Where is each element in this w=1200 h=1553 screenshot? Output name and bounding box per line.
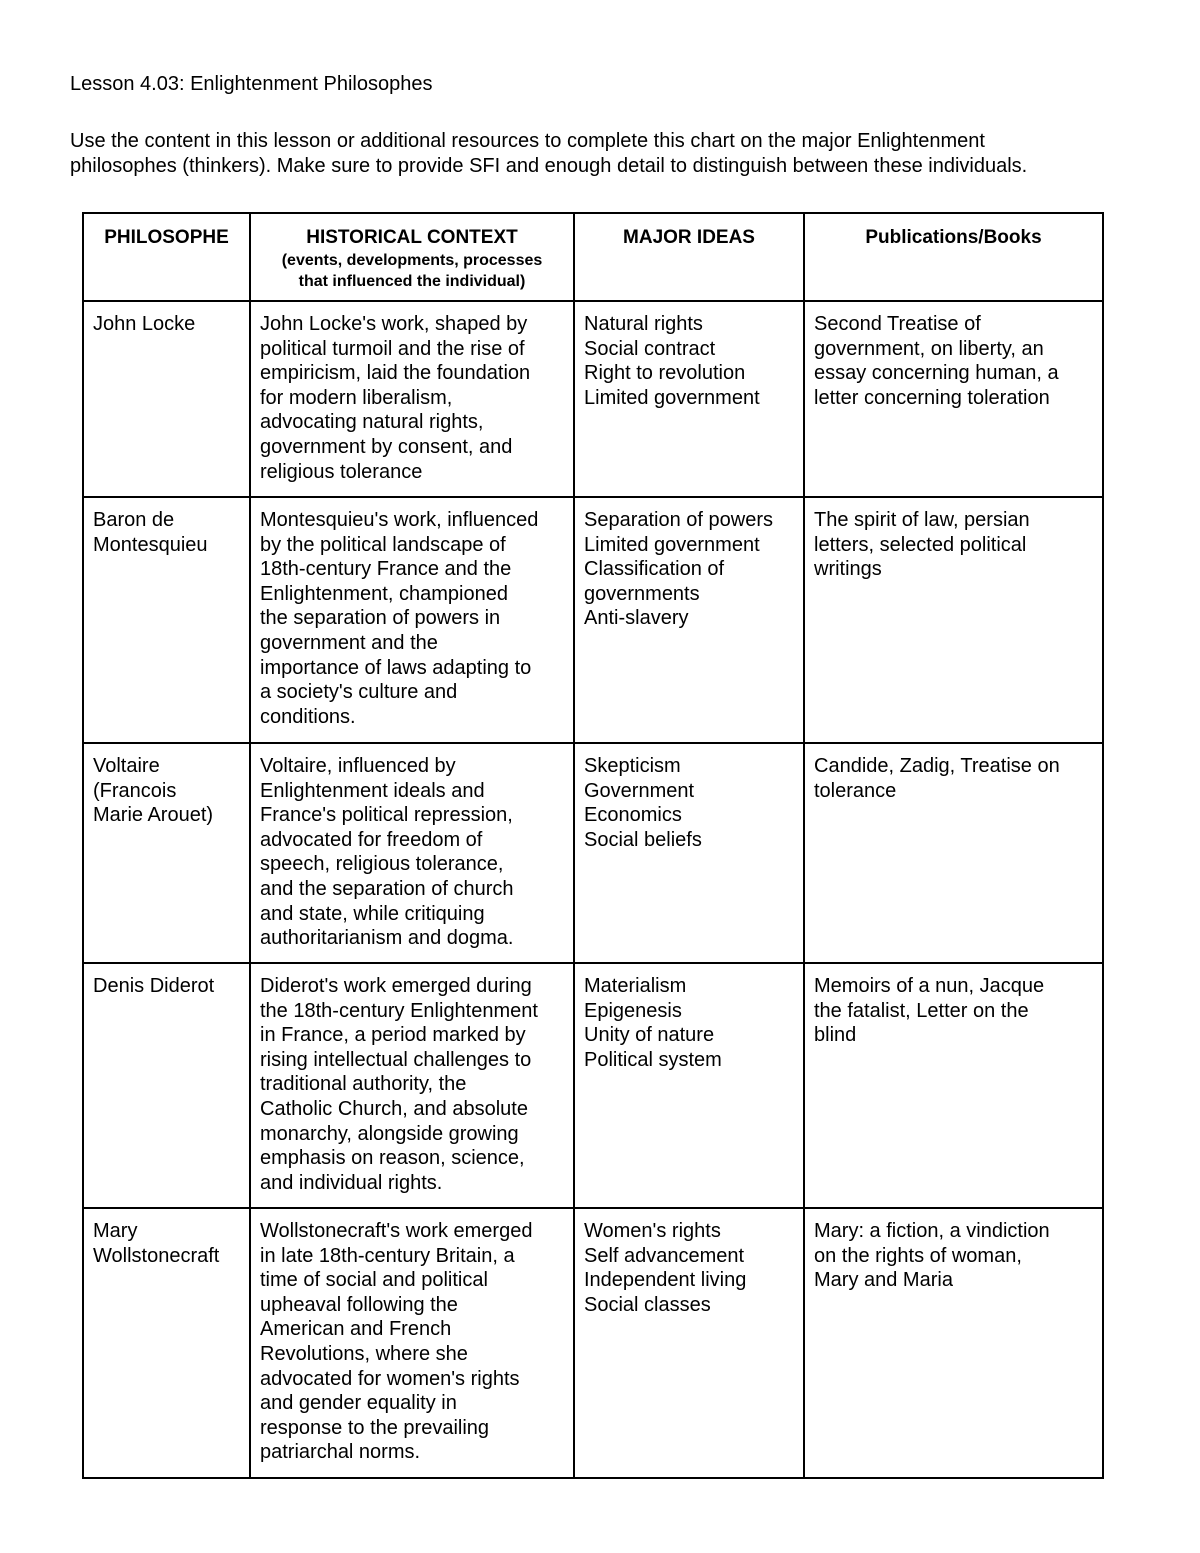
cell-line: John Locke's work, shaped by (260, 313, 528, 335)
table-row (83, 1208, 1103, 1478)
cell-line: Wollstonecraft (93, 1244, 220, 1267)
table-row (83, 301, 1103, 497)
cell-line: Classification of (584, 558, 725, 581)
cell-line: Social beliefs (584, 828, 702, 851)
cell-line: authoritarianism and dogma. (260, 927, 514, 950)
cell-line: political turmoil and the rise of (260, 337, 525, 360)
philosophe-cell (83, 497, 250, 743)
historical-context-cell (250, 301, 574, 497)
cell-line: Wollstonecraft's work emerged (260, 1220, 533, 1242)
publications-cell (804, 497, 1103, 743)
historical-context-cell (250, 1208, 574, 1478)
cell-line: time of social and political (260, 1269, 488, 1292)
cell-line: Marie Arouet) (93, 804, 214, 827)
cell-line: governments (584, 582, 700, 605)
cell-line: advocated for women's rights (260, 1367, 520, 1390)
cell-line: Voltaire (93, 755, 160, 777)
table-row (83, 497, 1103, 743)
cell-line: government, on liberty, an (814, 337, 1044, 360)
cell-line: Social classes (584, 1293, 711, 1316)
cell-line: Diderot's work emerged during (260, 975, 532, 997)
cell-line: letters, selected political (814, 533, 1027, 556)
cell-line: 18th-century France and the (260, 558, 512, 581)
cell-line: Montesquieu (93, 533, 208, 556)
philosophe-cell (83, 963, 250, 1208)
header-philosophe: PHILOSOPHE (83, 213, 250, 301)
cell-line: Unity of nature (584, 1024, 715, 1047)
historical-context-cell (250, 743, 574, 963)
cell-line: traditional authority, the (260, 1073, 467, 1096)
cell-line: (Francois (93, 779, 177, 802)
instructions-line-2: philosophes (thinkers). Make sure to provide SFI and enough detail to distinguish between these individuals. (70, 155, 1028, 177)
cell-line: John Locke (93, 313, 196, 335)
cell-line: Right to revolution (584, 362, 746, 385)
historical-context-cell (250, 963, 574, 1208)
chart-body (83, 301, 1103, 1478)
major-ideas-cell (574, 301, 804, 497)
cell-line: Self advancement (584, 1244, 745, 1267)
cell-line: speech, religious tolerance, (260, 853, 504, 876)
cell-line: Baron de (93, 509, 175, 531)
cell-line: and the separation of church (260, 877, 514, 900)
cell-line: Enlightenment, championed (260, 582, 508, 605)
cell-line: government by consent, and (260, 435, 513, 458)
cell-line: advocating natural rights, (260, 411, 484, 434)
philosophes-chart (82, 212, 1104, 1479)
cell-line: Anti-slavery (584, 607, 689, 630)
cell-line: Epigenesis (584, 999, 682, 1022)
cell-line: Mary and Maria (814, 1269, 953, 1292)
cell-line: Political system (584, 1048, 722, 1071)
header-major-ideas: MAJOR IDEAS (574, 213, 804, 301)
cell-line: Independent living (584, 1269, 747, 1292)
cell-line: Limited government (584, 533, 760, 556)
cell-line: Voltaire, influenced by (260, 755, 456, 777)
cell-line: Economics (584, 804, 682, 827)
cell-line: importance of laws adapting to (260, 656, 532, 679)
cell-line: upheaval following the (260, 1293, 458, 1316)
cell-line: response to the prevailing (260, 1416, 490, 1439)
cell-line: patriarchal norms. (260, 1441, 421, 1464)
header-historical-context: HISTORICAL CONTEXT (events, developments, processes that influenced the individual) (250, 213, 574, 301)
cell-line: on the rights of woman, (814, 1244, 1022, 1267)
cell-line: Second Treatise of (814, 313, 981, 335)
cell-line: Government (584, 779, 695, 802)
cell-line: advocated for freedom of (260, 828, 483, 851)
cell-line: emphasis on reason, science, (260, 1147, 525, 1170)
publications-cell (804, 743, 1103, 963)
cell-line: rising intellectual challenges to (260, 1048, 532, 1071)
cell-line: religious tolerance (260, 460, 423, 483)
table-row (83, 963, 1103, 1208)
major-ideas-cell (574, 963, 804, 1208)
philosophe-cell (83, 301, 250, 497)
cell-line: the separation of powers in (260, 607, 501, 630)
publications-cell (804, 963, 1103, 1208)
cell-line: writings (814, 558, 882, 581)
cell-line: Candide, Zadig, Treatise on (814, 755, 1060, 777)
cell-line: blind (814, 1024, 857, 1047)
cell-line: Social contract (584, 337, 716, 360)
cell-line: Enlightenment ideals and (260, 779, 485, 802)
cell-line: in France, a period marked by (260, 1024, 526, 1047)
historical-context-cell (250, 497, 574, 743)
cell-line: letter concerning toleration (814, 386, 1050, 409)
cell-line: government and the (260, 631, 438, 654)
major-ideas-cell (574, 1208, 804, 1478)
publications-cell (804, 301, 1103, 497)
cell-line: Skepticism (584, 755, 681, 777)
table-row (83, 743, 1103, 963)
cell-line: France's political repression, (260, 804, 513, 827)
cell-line: Montesquieu's work, influenced (260, 509, 539, 531)
header-publications: Publications/Books (804, 213, 1103, 301)
cell-line: conditions. (260, 705, 356, 728)
cell-line: empiricism, laid the foundation (260, 362, 531, 385)
cell-line: The spirit of law, persian (814, 509, 1030, 531)
cell-line: monarchy, alongside growing (260, 1122, 519, 1145)
cell-line: American and French (260, 1318, 452, 1341)
instructions (70, 129, 1150, 179)
page-title: Lesson 4.03: Enlightenment Philosophes (70, 73, 433, 95)
cell-line: Mary (93, 1220, 138, 1242)
cell-line: Materialism (584, 975, 687, 997)
cell-line: Memoirs of a nun, Jacque (814, 975, 1045, 997)
cell-line: and state, while critiquing (260, 902, 485, 925)
cell-line: and gender equality in (260, 1392, 457, 1415)
philosophe-cell (83, 1208, 250, 1478)
cell-line: by the political landscape of (260, 533, 506, 556)
header-row (83, 213, 1103, 301)
cell-line: a society's culture and (260, 681, 458, 704)
philosophe-cell (83, 743, 250, 963)
cell-line: and individual rights. (260, 1171, 443, 1194)
cell-line: Natural rights (584, 313, 703, 335)
cell-line: Women's rights (584, 1220, 721, 1242)
cell-line: Revolutions, where she (260, 1342, 468, 1365)
cell-line: Denis Diderot (93, 975, 215, 997)
instructions-line-1: Use the content in this lesson or additional resources to complete this chart on the major Enlightenment (70, 130, 985, 152)
cell-line: tolerance (814, 779, 897, 802)
major-ideas-cell (574, 497, 804, 743)
cell-line: Mary: a fiction, a vindiction (814, 1220, 1050, 1242)
cell-line: the 18th-century Enlightenment (260, 999, 538, 1022)
cell-line: essay concerning human, a (814, 362, 1059, 385)
cell-line: Limited government (584, 386, 760, 409)
cell-line: for modern liberalism, (260, 386, 453, 409)
cell-line: Catholic Church, and absolute (260, 1097, 528, 1120)
cell-line: Separation of powers (584, 509, 774, 531)
major-ideas-cell (574, 743, 804, 963)
cell-line: in late 18th-century Britain, a (260, 1244, 515, 1267)
cell-line: the fatalist, Letter on the (814, 999, 1029, 1022)
publications-cell (804, 1208, 1103, 1478)
